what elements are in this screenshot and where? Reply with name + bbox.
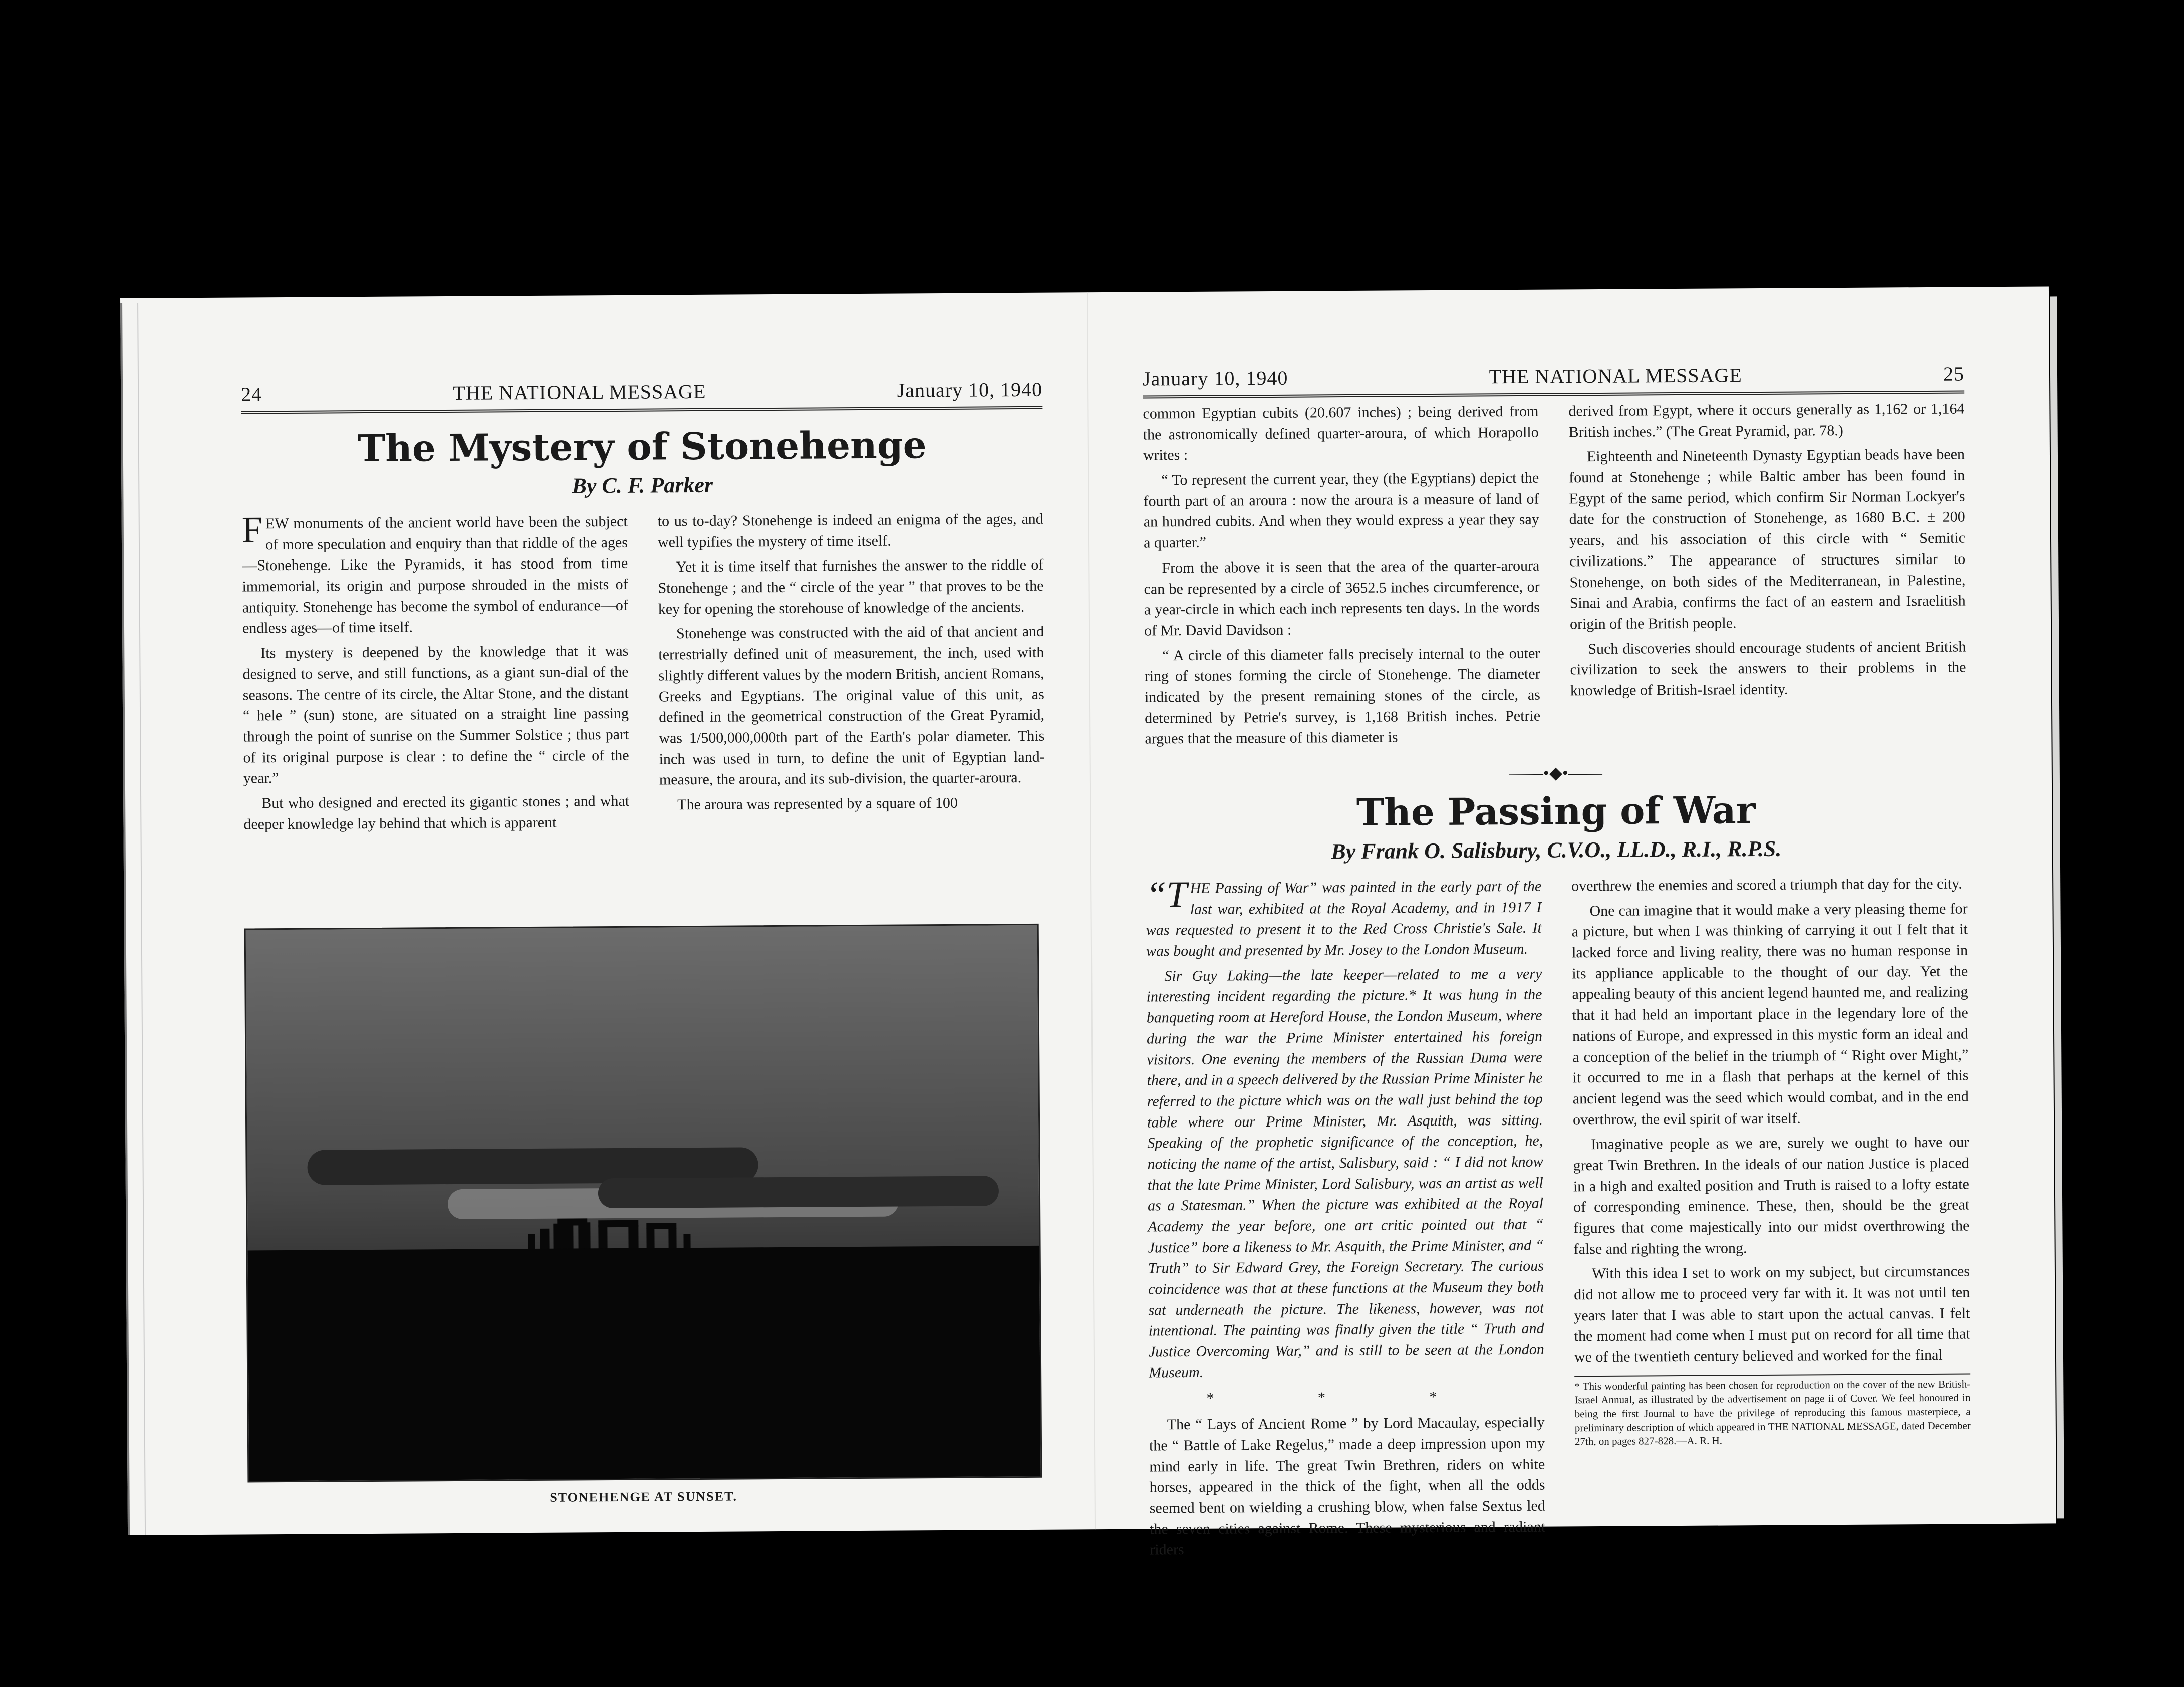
stonehenge-photo <box>244 924 1042 1483</box>
quote-paragraph: “ A circle of this diameter falls precisely internal to the outer ring of stones forming the circle of Stonehenge. The diameter indicated by the present remaining stones of the circle, as determined by Petrie's survey, is 1,168 British inches. Petrie argues that the measure of this diameter is <box>1144 645 1541 747</box>
running-header <box>1143 362 1964 399</box>
publication-title: THE NATIONAL MESSAGE <box>1489 364 1742 388</box>
page-number: 25 <box>1943 362 1965 385</box>
paragraph: Stonehenge was constructed with the aid of that ancient and terrestrially defined unit of measurement, the inch, used with slightly different values by the modern British, ancient Romans, Greeks and Egyptians. The original value of this unit, as defined in the geometrical construction of the Great Pyramid, was 1/500,000,000th part of the Earth's polar diameter. This inch was used in turn, to define the unit of Egyptian land-measure, the aroura, and its sub-division, the quarter-aroura. <box>658 623 1045 788</box>
text-column <box>1146 876 1545 1565</box>
paragraph: With this idea I set to work on my subject, but circumstances did not allow me to proceed very far with it. It was not until ten years later that I was able to start upon the actual canvas. I felt the moment had come when I must put on record for all time that we of the twentieth century believed and worked for the final <box>1574 1263 1970 1366</box>
text-column <box>1571 873 1971 1562</box>
publication-title: THE NATIONAL MESSAGE <box>453 380 706 404</box>
paragraph: derived from Egypt, where it occurs generally as 1,162 or 1,164 British inches.” (The Great Pyramid, par. 78.) <box>1568 400 1965 441</box>
article-body-continued <box>1143 399 1966 754</box>
section-ornament: ——•◆•—— <box>1509 763 1602 783</box>
page-edge <box>120 303 146 1535</box>
paragraph: Its mystery is deepened by the knowledge that it was designed to serve, and still functions, as a giant sun-dial of the seasons. The centre of its circle, the Altar Stone, and the distant “ hele ” (sun) stone, are situated on a straight line passing through the point of sunrise on the Summer Solstice ; thus part of its original purpose is clear : to define the “ circle of the year.” <box>242 642 629 787</box>
paragraph: From the above it is seen that the area of the quarter-aroura can be represented by a circle of 3652.5 inches circumference, or a year-circle in which each inch represents ten days. In the words of Mr. David Davidson : <box>1144 557 1540 639</box>
magazine-spread <box>120 286 2056 1558</box>
running-header <box>241 378 1042 414</box>
issue-date: January 10, 1940 <box>1142 366 1288 390</box>
paragraph: Yet it is time itself that furnishes the answer to the riddle of Stonehenge ; and the “ circle of the year ” that proves to be the key for opening the storehouse of knowledge of the ancients. <box>658 556 1044 618</box>
paragraph: But who designed and erected its gigantic stones ; and what deeper knowledge lay behind that which is apparent <box>243 792 630 833</box>
text-column <box>658 509 1045 836</box>
gutter <box>1087 292 1096 1529</box>
paragraph: One can imagine that it would make a very pleasing theme for a picture, but when I was thinking of carrying it out I felt that it lacked force and living reality, there was no human response in its appliance applicable to the thought of our day. Yet the appealing beauty of this ancient legend haunted me, and realizing that it had held an important place in the legendary lore of the nations of Europe, and expressed in this mystic form an ideal and a conception of the belief in the triumph of “ Right over Might,” it occurred to me in a flash that perhaps at the kernel of this ancient legend was the seed which would combat, and in the end overthrow, the evil spirit of war itself. <box>1571 900 1969 1128</box>
left-page <box>241 378 1045 1505</box>
paragraph: to us to-day? Stonehenge is indeed an enigma of the ages, and well typifies the mystery of time itself. <box>657 510 1043 551</box>
article-title: The Passing of War <box>1356 789 1756 834</box>
paragraph: Sir Guy Laking—the late keeper—related to me a very interesting incident regarding the picture.* It was hung in the banqueting room at Hereford House, the London Museum, where during the war the Prime Minister entertained his foreign visitors. One evening the members of the Russian Duma were there, and in a speech delivered by the Russian Prime Minister he referred to the picture which was on the wall just behind the top table where our Prime Minister, Mr. Asquith, was sitting. Speaking of the prophetic significance of the conception, he, noticing the name of the artist, Salisbury, said : “ I did not know that the late Prime Minister, Lord Salisbury, was an artist as well as a Statesman.” When the picture was exhibited at the Royal Academy the year before, one art critic pointed out that “ Justice” bore a likeness to Mr. Asquith, the Prime Minister, and “ Truth” to Sir Edward Grey, the Foreign Secretary. The curious coincidence was that at these functions at the Museum they both sat underneath the picture. The likeness, however, was not intentional. The painting was finally given the title “ Truth and Justice Overcoming War,” and is still to be seen at the London Museum. <box>1146 965 1544 1381</box>
paragraph: overthrew the enemies and scored a triumph that day for the city. <box>1571 875 1962 895</box>
text-column <box>1568 399 1966 751</box>
paragraph: The “ Lays of Ancient Rome ” by Lord Macaulay, especially the “ Battle of Lake Regelus,” made a deep impression upon my mind early in life. The great Twin Brethren, riders on white horses, appeared in the thick of the fight, when all the odds seemed bent on wielding a crushing blow, when false Sextus led the seven cities against Rome. These mysterious and radiant riders <box>1149 1414 1546 1558</box>
issue-date: January 10, 1940 <box>897 378 1043 402</box>
paragraph: Imaginative people as we are, surely we ought to have our great Twin Brethren. In the ideals of our nation Justice is placed in a high and exalted position and Truth is raised to a lofty estate of corresponding eminence. These, then, should be the great figures that come majestically into our midst overthrowing the false and righting the wrong. <box>1573 1134 1970 1257</box>
paragraph: “THE Passing of War” was painted in the early part of the last war, exhibited at the Royal Academy, and in 1917 I was requested to present it to the Red Cross Christie's Sale. It was bought and presented by Mr. Josey to the London Museum. <box>1146 874 1542 960</box>
text-column <box>1143 401 1540 754</box>
article-body <box>242 509 1045 839</box>
article-title: The Mystery of Stonehenge <box>357 424 927 471</box>
article-byline: By Frank O. Salisbury, C.V.O., LL.D., R.I., R.P.S. <box>1331 836 1782 864</box>
text-column <box>242 511 630 839</box>
article-byline: By C. F. Parker <box>572 472 713 498</box>
article-body <box>1146 873 1971 1564</box>
paragraph: Eighteenth and Nineteenth Dynasty Egyptian beads have been found at Stonehenge ; while Baltic amber has been found in Egypt of the same period, which confirm Sir Norman Lockyer's date for the construction of Stonehenge, as 1680 B.C. ± 200 years, and his association of this circle with “ Semitic civilizations.” The appearance of structures similar to Stonehenge, on both sides of the Mediterranean, in Palestine, Sinai and Arabia, confirms the fact of an eastern and Israelitish origin of the British people. <box>1569 446 1966 633</box>
page-edge <box>2050 296 2064 1518</box>
quote-paragraph: “ To represent the current year, they (the Egyptians) depict the fourth part of an aroura : now the aroura is a measure of land of an hundred cubits. And when they would express a year they say a quarter.” <box>1143 469 1539 551</box>
paragraph: The aroura was represented by a square of 100 <box>677 794 958 813</box>
paragraph: Such discoveries should encourage students of ancient British civilization to seek the answers to their problems in the knowledge of British-Israel identity. <box>1570 638 1966 699</box>
paragraph: common Egyptian cubits (20.607 inches) ; being derived from the astronomically defined quarter-aroura, of which Horapollo writes : <box>1143 403 1539 464</box>
right-page <box>1143 362 1972 1565</box>
photo-caption: STONEHENGE AT SUNSET. <box>550 1489 738 1505</box>
section-break: * * * <box>1206 1388 1487 1407</box>
page-number: 24 <box>241 383 262 406</box>
paragraph: FEW monuments of the ancient world have been the subject of more speculation and enquiry than that riddle of the ages—Stonehenge. Like the Pyramids, it has stood from time immemorial, its origin and purpose shrouded in the mists of antiquity. Stonehenge has become the symbol of endurance—of endless ages—of time itself. <box>241 509 628 637</box>
footnote: * This wonderful painting has been chosen for reproduction on the cover of the new British-Israel Annual, as illustrated by the advertisement on page ii of Cover. We feel honoured in being the first Journal to have the privilege of reproducing this famous masterpiece, a preliminary description of which appeared in THE NATIONAL MESSAGE, dated December 27th, on pages 827-828.—A. R. H. <box>1574 1373 1971 1448</box>
italic-intro <box>1146 876 1544 1383</box>
